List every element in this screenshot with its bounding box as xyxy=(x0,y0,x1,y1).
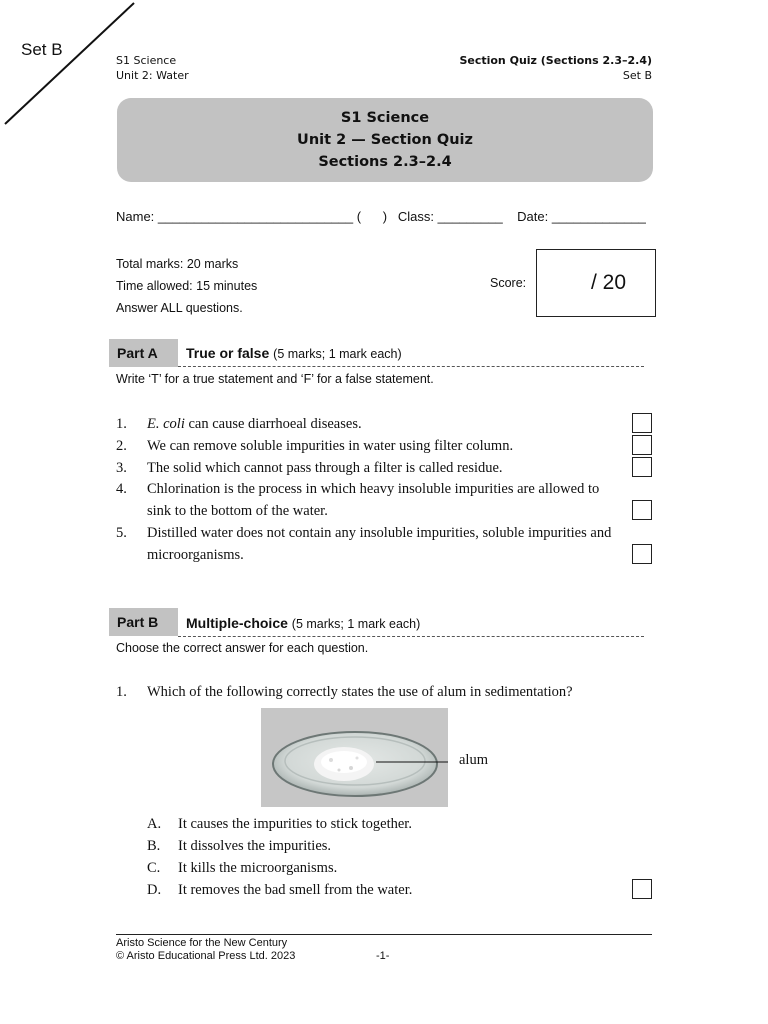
footer-copyright: © Aristo Educational Press Ltd. 2023 xyxy=(116,950,296,962)
header-quiz-title: Section Quiz (Sections 2.3–2.4) xyxy=(459,54,652,67)
footer-rule xyxy=(116,934,652,935)
question-number: 1. xyxy=(116,416,127,432)
option-letter: C. xyxy=(147,860,161,876)
answer-box-a1[interactable] xyxy=(632,413,652,433)
title-line-1: S1 Science xyxy=(340,110,430,126)
header-left xyxy=(116,53,189,83)
total-marks: Total marks: 20 marks xyxy=(116,257,239,271)
option-c xyxy=(147,857,337,879)
part-b-instruction: Choose the correct answer for each question. xyxy=(116,641,369,655)
watch-glass-illustration xyxy=(261,708,448,807)
part-b-question-1 xyxy=(116,681,652,703)
title-line-2: Unit 2 — Section Quiz xyxy=(297,132,473,148)
answer-all-note: Answer ALL questions. xyxy=(116,301,243,315)
answer-box-a4[interactable] xyxy=(632,500,652,520)
question-text: The solid which cannot pass through a filter is called residue. xyxy=(147,460,503,476)
part-a-divider xyxy=(178,366,644,367)
title-line-3: Sections 2.3–2.4 xyxy=(318,154,452,170)
option-text: It removes the bad smell from the water. xyxy=(178,882,413,898)
quiz-info xyxy=(116,253,257,319)
part-a-tag: Part A xyxy=(109,339,178,367)
option-letter: D. xyxy=(147,882,162,898)
option-letter: B. xyxy=(147,838,161,854)
part-a-marks: (5 marks; 1 mark each) xyxy=(273,347,402,361)
option-text: It causes the impurities to stick together. xyxy=(178,816,412,832)
answer-box-b1[interactable] xyxy=(632,879,652,899)
question-number: 2. xyxy=(116,438,127,454)
part-b-marks: (5 marks; 1 mark each) xyxy=(291,617,421,631)
part-a-question-4 xyxy=(116,478,652,522)
footer-series: Aristo Science for the New Century xyxy=(116,937,288,949)
part-b-title: Multiple-choice xyxy=(186,615,288,631)
option-b xyxy=(147,835,331,857)
question-text-line-2: sink to the bottom of the water. xyxy=(147,503,328,519)
time-allowed: Time allowed: 15 minutes xyxy=(116,279,258,293)
header-set: Set B xyxy=(622,69,652,82)
question-number: 5. xyxy=(116,525,127,541)
part-a-question-5 xyxy=(116,522,652,566)
part-a-question-2 xyxy=(116,435,652,457)
question-number: 3. xyxy=(116,460,127,476)
part-a-instruction: Write ‘T’ for a true statement and ‘F’ for a false statement. xyxy=(116,372,434,386)
score-label: Score: xyxy=(490,276,527,290)
question-text-line-2: microorganisms. xyxy=(147,547,244,563)
option-d xyxy=(147,879,412,901)
question-term: E. coli xyxy=(147,416,185,432)
header-subject: S1 Science xyxy=(116,54,177,67)
part-b-tag: Part B xyxy=(109,608,178,636)
alum-label: alum xyxy=(459,752,488,768)
part-a-heading xyxy=(186,345,402,361)
student-info-line: Name: ___________________________ ( ) Class: _________ Date: _____________ xyxy=(116,209,646,224)
title-banner xyxy=(117,98,653,182)
page-number: -1- xyxy=(376,950,390,962)
question-text: Which of the following correctly states the use of alum in sedimentation? xyxy=(147,684,573,700)
answer-box-a5[interactable] xyxy=(632,544,652,564)
question-text: can cause diarrhoeal diseases. xyxy=(184,416,362,432)
option-letter: A. xyxy=(147,816,162,832)
option-text: It dissolves the impurities. xyxy=(178,838,332,854)
header-right xyxy=(459,53,652,83)
answer-box-a2[interactable] xyxy=(632,435,652,455)
option-text: It kills the microorganisms. xyxy=(178,860,338,876)
part-b-divider xyxy=(178,636,644,637)
footer-publisher xyxy=(116,937,295,963)
score-box xyxy=(536,249,656,317)
answer-box-a3[interactable] xyxy=(632,457,652,477)
header-unit: Unit 2: Water xyxy=(116,69,189,82)
score-value: / 20 xyxy=(591,271,627,294)
question-text-line-1: Chlorination is the process in which heavy insoluble impurities are allowed to xyxy=(147,481,600,497)
part-a-title: True or false xyxy=(186,345,270,361)
question-number: 1. xyxy=(116,684,127,700)
set-corner-label: Set B xyxy=(21,40,63,59)
part-b-heading xyxy=(186,615,420,631)
part-a-question-3 xyxy=(116,457,652,479)
alum-photo xyxy=(261,708,448,807)
question-text-line-1: Distilled water does not contain any insoluble impurities, soluble impurities and xyxy=(147,525,612,541)
question-text: We can remove soluble impurities in water using filter column. xyxy=(147,438,514,454)
question-number: 4. xyxy=(116,481,127,497)
option-a xyxy=(147,813,412,835)
part-a-question-1 xyxy=(116,413,652,435)
